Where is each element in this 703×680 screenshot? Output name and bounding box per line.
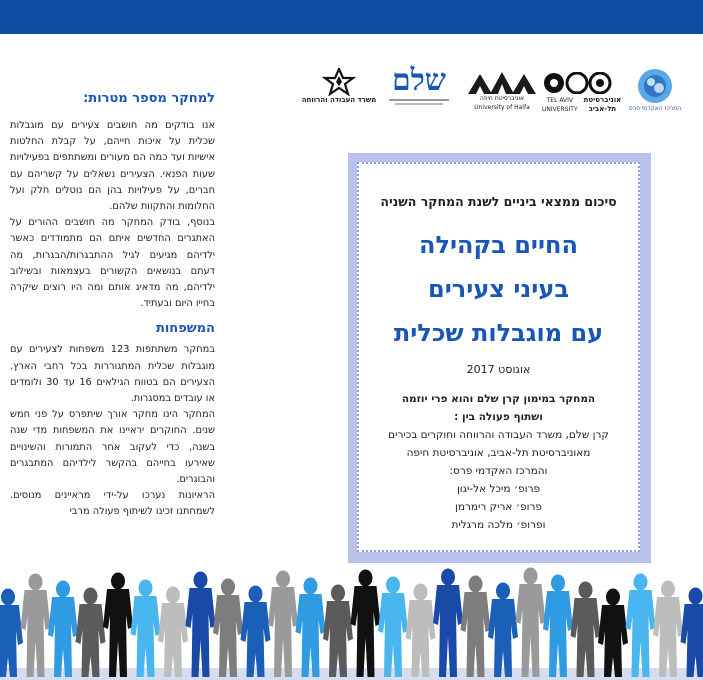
person-silhouette [626,574,656,678]
person-silhouette [598,589,628,678]
ministry-emblem-icon [322,68,356,96]
person-silhouette [653,581,683,678]
person-silhouette [488,583,518,678]
shalem-subtext-lines [389,98,449,106]
credit-line-4: פרופ׳ מיכל אל-יגון [456,483,541,495]
tel-aviv-university-logo [542,72,622,114]
tau-english-1: TEL AVIV [546,97,574,104]
person-silhouette [323,585,353,678]
report-subtitle: סיכום ממצאי ביניים לשנת המחקר השניה [380,194,617,209]
families-paragraph-2: המחקר הינו מחקר אורך שיתפרס על פני חמש שנים. החוקרים יראיינו את המשפחות מדי שנה בשנה, כדי לעקוב אחר התמורות והשינויים שאירעו בחייהם בהקשר לילדיהם המתבגרים והבוגרים. [10,409,215,486]
research-goals-heading: למחקר מספר מטרות: [83,91,215,106]
university-of-haifa-logo [466,68,538,112]
person-silhouette [131,580,161,678]
person-silhouette [76,588,106,678]
report-title [359,223,638,355]
academic-center-peres-logo [620,68,690,113]
research-goals-paragraph-1: אנו בודקים מה חושבים צעירים עם מוגבלות שכלית על איכות חייהם, על קבלת החלטות אישיות ועד כמה הם מעורים ומשתתפים בפעילויות שעות הפנאי. הצעירים נשאלים על קשריהם עם חברים, על פעילויות בהן הם נוטלים חלק ועל החלומות והתקוות שלהם. [10,120,215,213]
tau-circles-icon [542,72,614,94]
academic-center-emblem-icon [637,68,673,104]
haifa-hebrew: אוניברסיטת חיפה [479,95,525,102]
shalem-wordmark: שלם [392,63,446,98]
report-cover-card [348,153,651,563]
ministry-name: משרד העבודה והרווחה [301,96,377,104]
research-goals-paragraph-2: בנוסף, בודק המחקר מה חושבים ההורים על האתגרים החדשים איתם הם מתמודדים כאשר ילדיהם מגיעים לגיל ההתבגרות/הבגרות, מה דעתם בנושאים הקשורים בעצמאות ובשילוב ילדיהם, מה מדאיג אותם ומה היו רוצים שיקרה בחייו היום ובעתיד. [10,217,215,310]
report-title-line-2: בעיני צעירים [428,275,569,303]
person-silhouette [186,572,216,678]
partner-logos [290,62,690,124]
academic-center-name: המרכז האקדמי פרס [628,105,682,112]
tau-english-2: UNIVERSITY [542,106,578,113]
person-silhouette [433,569,463,678]
tau-hebrew-1: אוניברסיטת [583,96,622,104]
shalem-fund-logo [385,64,453,106]
families-heading: המשפחות [155,321,215,337]
haifa-english: University of Haifa [474,104,530,111]
families-paragraph-1: במחקר משתתפות 123 משפחות לצעירים עם מוגבלות שכלית המתגוררות בכל רחבי הארץ. הצעירים הם בטווח הגילאים 16 עד 30 ולומדים או עובדים במסגרות. [10,344,215,405]
person-silhouette [241,586,271,678]
report-date: אוגוסט 2017 [466,363,531,376]
person-silhouette [543,575,573,678]
funding-line-1: המחקר במימון קרן שלם והוא פרי יוזמה [401,393,596,405]
person-silhouette [48,581,78,678]
person-silhouette [461,576,491,678]
person-silhouette [378,577,408,678]
credit-line-6: ופרופ׳ מלכה מרגלית [451,519,546,531]
tau-hebrew-2: תל-אביב [588,105,617,113]
credits-list [359,426,638,534]
person-silhouette [0,589,23,678]
report-title-line-1: החיים בקהילה [418,231,579,259]
person-silhouette [268,571,298,678]
left-text-column [10,90,215,521]
person-silhouette [158,587,188,678]
families-paragraph-3: הראיונות נערכו על-ידי מראיינים מנוסים. לשמחתנו זכינו לשיתוף פעולה מרבי [10,490,215,518]
funding-statement [359,390,638,426]
credit-line-1: קרן שלם, משרד העבודה והרווחה וחוקרים בכירים [388,429,609,441]
people-silhouettes-illustration [0,565,703,680]
person-silhouette [213,579,243,678]
credit-line-3: והמרכז האקדמי פרס: [449,465,548,477]
credit-line-5: פרופ׳ אריק רימרמן [454,501,542,513]
ministry-labor-welfare-logo [295,68,383,105]
credit-line-2: מאוניברסיטת תל-אביב, אוניברסיטת חיפה [406,447,591,459]
person-silhouette [516,568,546,678]
person-silhouette [103,573,133,678]
haifa-building-icon [468,68,536,94]
person-silhouette [406,584,436,678]
funding-line-2: ושתוף פעולה בין : [454,411,543,423]
person-silhouette [351,570,381,678]
report-title-line-3: עם מוגבלות שכלית [393,319,604,347]
person-silhouette [571,582,601,678]
person-silhouette [296,578,326,678]
top-color-bar [0,0,703,34]
person-silhouette [681,588,703,678]
report-cover-inner [357,162,640,552]
person-silhouette [21,574,51,678]
